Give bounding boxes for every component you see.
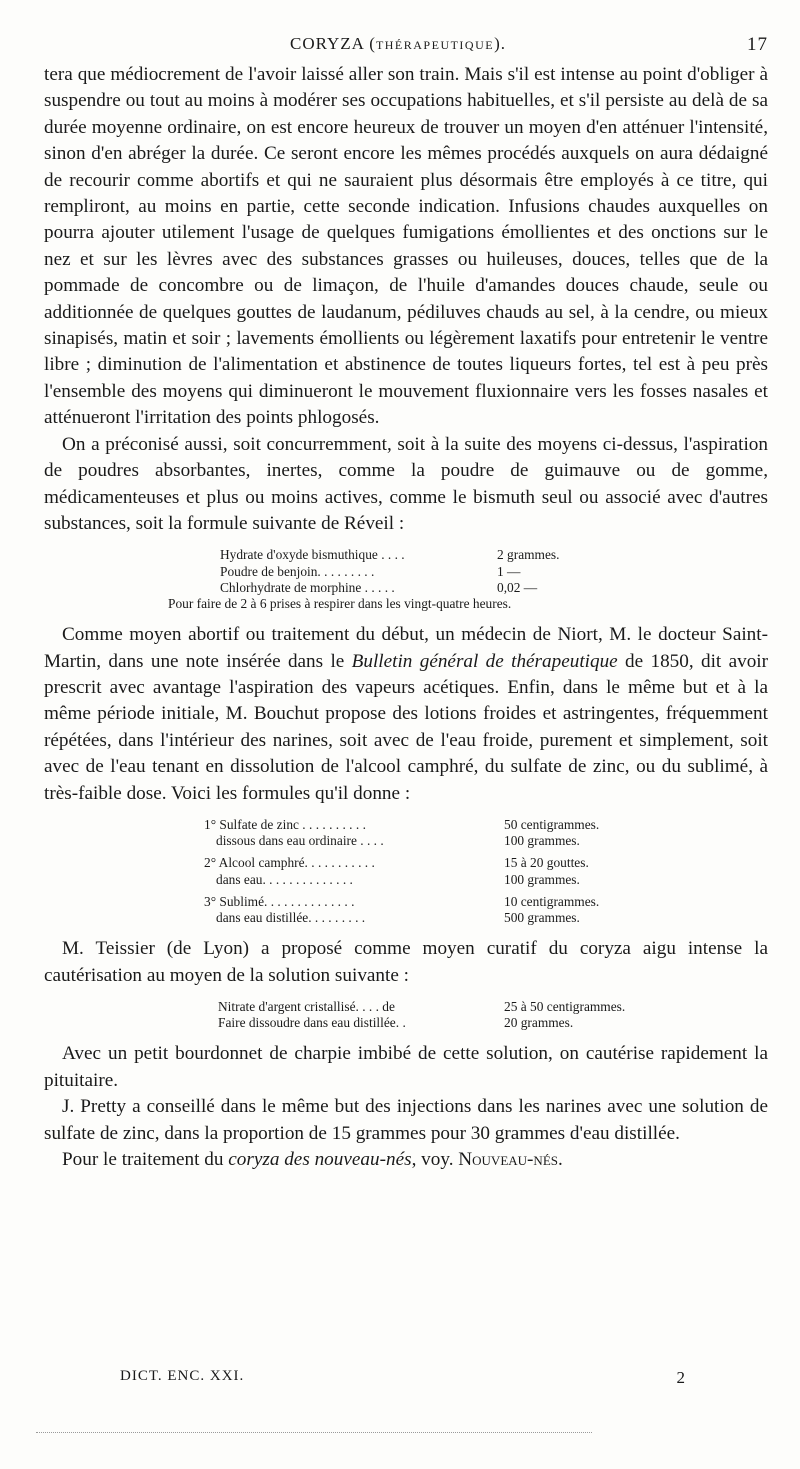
cross-reference-topic: coryza des nouveau-nés bbox=[228, 1149, 412, 1171]
formula-amount: 15 à 20 gouttes. bbox=[504, 855, 589, 871]
formula-ingredient: dans eau distillée. . . . . . . . . bbox=[216, 909, 366, 925]
formula-amount: 10 centigrammes. bbox=[504, 893, 600, 909]
formula-row bbox=[44, 1015, 768, 1031]
formula-amount: 0,02 — bbox=[497, 579, 538, 595]
formula-ingredient: Faire dissoudre dans eau distillée. . bbox=[218, 1015, 406, 1031]
journal-title: Bulletin général de thérapeutique bbox=[351, 650, 618, 672]
paragraph-6: J. Pretty a conseillé dans le même but des injections dans les narines avec une solution de sulfate de zinc, dans la proportion de 15 grammes pour 30 grammes d'eau distillée. bbox=[44, 1096, 768, 1144]
formula-reveil bbox=[44, 547, 768, 612]
running-title-subject: THÉRAPEUTIQUE bbox=[375, 38, 495, 52]
formula-ingredient: 3° Sublimé. . . . . . . . . . . . . . bbox=[204, 893, 355, 909]
page-number: 17 bbox=[747, 34, 768, 55]
printer-signature: DICT. ENC. XXI. bbox=[120, 1368, 245, 1384]
formula-row bbox=[44, 872, 768, 888]
paragraph-4: M. Teissier (de Lyon) a proposé comme moyen curatif du coryza aigu intense la cautérisation au moyen de la solution suivante : bbox=[44, 938, 768, 986]
formula-row bbox=[44, 910, 768, 926]
formula-row bbox=[44, 580, 768, 596]
formula-amount: 1 — bbox=[497, 563, 521, 579]
formula-ingredient: Chlorhydrate de morphine . . . . . bbox=[220, 579, 395, 595]
formula-ingredient: dissous dans eau ordinaire . . . . bbox=[216, 833, 384, 849]
formula-ingredient: dans eau. . . . . . . . . . . . . . bbox=[216, 871, 353, 887]
sheet-number: 2 bbox=[676, 1368, 686, 1387]
formula-amount: 100 grammes. bbox=[504, 871, 580, 887]
formula-amount: 2 grammes. bbox=[497, 547, 560, 563]
formula-row bbox=[44, 999, 768, 1015]
formula-amount: 100 grammes. bbox=[504, 833, 580, 849]
formula-amount: 500 grammes. bbox=[504, 909, 580, 925]
formula-row bbox=[44, 547, 768, 563]
formula-amount: 20 grammes. bbox=[504, 1015, 574, 1031]
paragraph-2: On a préconisé aussi, soit concurremment, soit à la suite des moyens ci-dessus, l'aspiration de poudres absorbantes, inertes, comme la poudre de guimauve ou de gomme, médicamenteuses et plus ou moins actives, comme le bismuth seul ou associé avec d'autres substances, soit la formule suivante de Réveil : bbox=[44, 433, 768, 534]
formula-amount: 50 centigrammes. bbox=[504, 816, 600, 832]
formula-row bbox=[44, 855, 768, 871]
formula-row bbox=[44, 817, 768, 833]
formula-note: Pour faire de 2 à 6 prises à respirer dans les vingt-quatre heures. bbox=[168, 595, 512, 611]
paragraph-5: Avec un petit bourdonnet de charpie imbibé de cette solution, on cautérise rapidement la pituitaire. bbox=[44, 1043, 768, 1091]
paragraph-3: Comme moyen abortif ou traitement du début, un médecin de Niort, M. le docteur Saint-Martin, dans une note insérée dans le Bulletin général de thérapeutique de 1850, dit avoir prescrit avec avantage l'aspiration des vapeurs acétiques. Enfin, dans le même but et à la même période initiale, M. Bouchut propose des lotions froides et astringentes, fréquemment répétées, dans l'intérieur des narines, soit avec de l'eau froide, purement et simplement, soit avec de l'eau tenant en dissolution de l'alcool camphré, du sulfate de zinc, ou du sublimé, à très-faible dose. Voici les formules qu'il donne : bbox=[44, 624, 769, 804]
article-body bbox=[44, 62, 768, 1173]
formula-row bbox=[44, 833, 768, 849]
bottom-dotted-rule bbox=[36, 1432, 592, 1433]
formula-ingredient: Hydrate d'oxyde bismuthique . . . . bbox=[220, 547, 405, 563]
formula-row bbox=[44, 894, 768, 910]
formula-bouchut bbox=[44, 817, 768, 926]
paragraph-1: tera que médiocrement de l'avoir laissé aller son train. Mais s'il est intense au point d'obliger à suspendre ou tout au moins à modérer ses occupations habituelles, et s'il persiste au delà de sa durée moyenne ordinaire, on est encore heureux de trouver un moyen d'en atténuer l'intensité, sinon d'en abréger la durée. Ce seront encore les mêmes procédés auxquels on aura dédaigné de recourir comme abortifs et qui ne sauraient plus désormais être employés à ce titre, qui rempliront, au moins en partie, cette seconde indication. Infusions chaudes auxquelles on pourra ajouter utilement l'usage de quelques fumigations émollientes et des onctions sur le nez et sur les lèvres avec des substances grasses ou huileuses, douces, telles que de la pommade de concombre ou de limaçon, de l'huile d'amandes douces chaude, seule ou additionnée de quelques gouttes de laudanum, pédiluves chauds au sel, à la cendre, ou mieux sinapisés, matin et soir ; lavements émollients ou légèrement laxatifs pour entretenir le ventre libre ; diminution de l'alimentation et abstinence de toutes liqueurs fortes, tel est à peu près l'ensemble des moyens qui diminueront le mouvement fluxionnaire vers les fosses nasales et atténueront l'irritation des points phlogosés. bbox=[44, 64, 768, 429]
formula-ingredient: Nitrate d'argent cristallisé. . . . de bbox=[218, 999, 395, 1014]
formula-ingredient: 2° Alcool camphré. . . . . . . . . . . bbox=[204, 855, 375, 871]
formula-ingredient: 1° Sulfate de zinc . . . . . . . . . . bbox=[204, 816, 366, 832]
formula-row bbox=[44, 564, 768, 580]
running-title: CORYZA (THÉRAPEUTIQUE). bbox=[290, 34, 507, 53]
cross-reference-link: Nouveau-nés. bbox=[458, 1149, 563, 1171]
formula-ingredient: Poudre de benjoin. . . . . . . . . bbox=[220, 563, 375, 579]
paragraph-7: Pour le traitement du coryza des nouveau-nés, voy. Nouveau-nés. bbox=[62, 1149, 563, 1171]
formula-amount: 25 à 50 centigrammes. bbox=[504, 999, 626, 1014]
formula-teissier bbox=[44, 999, 768, 1031]
